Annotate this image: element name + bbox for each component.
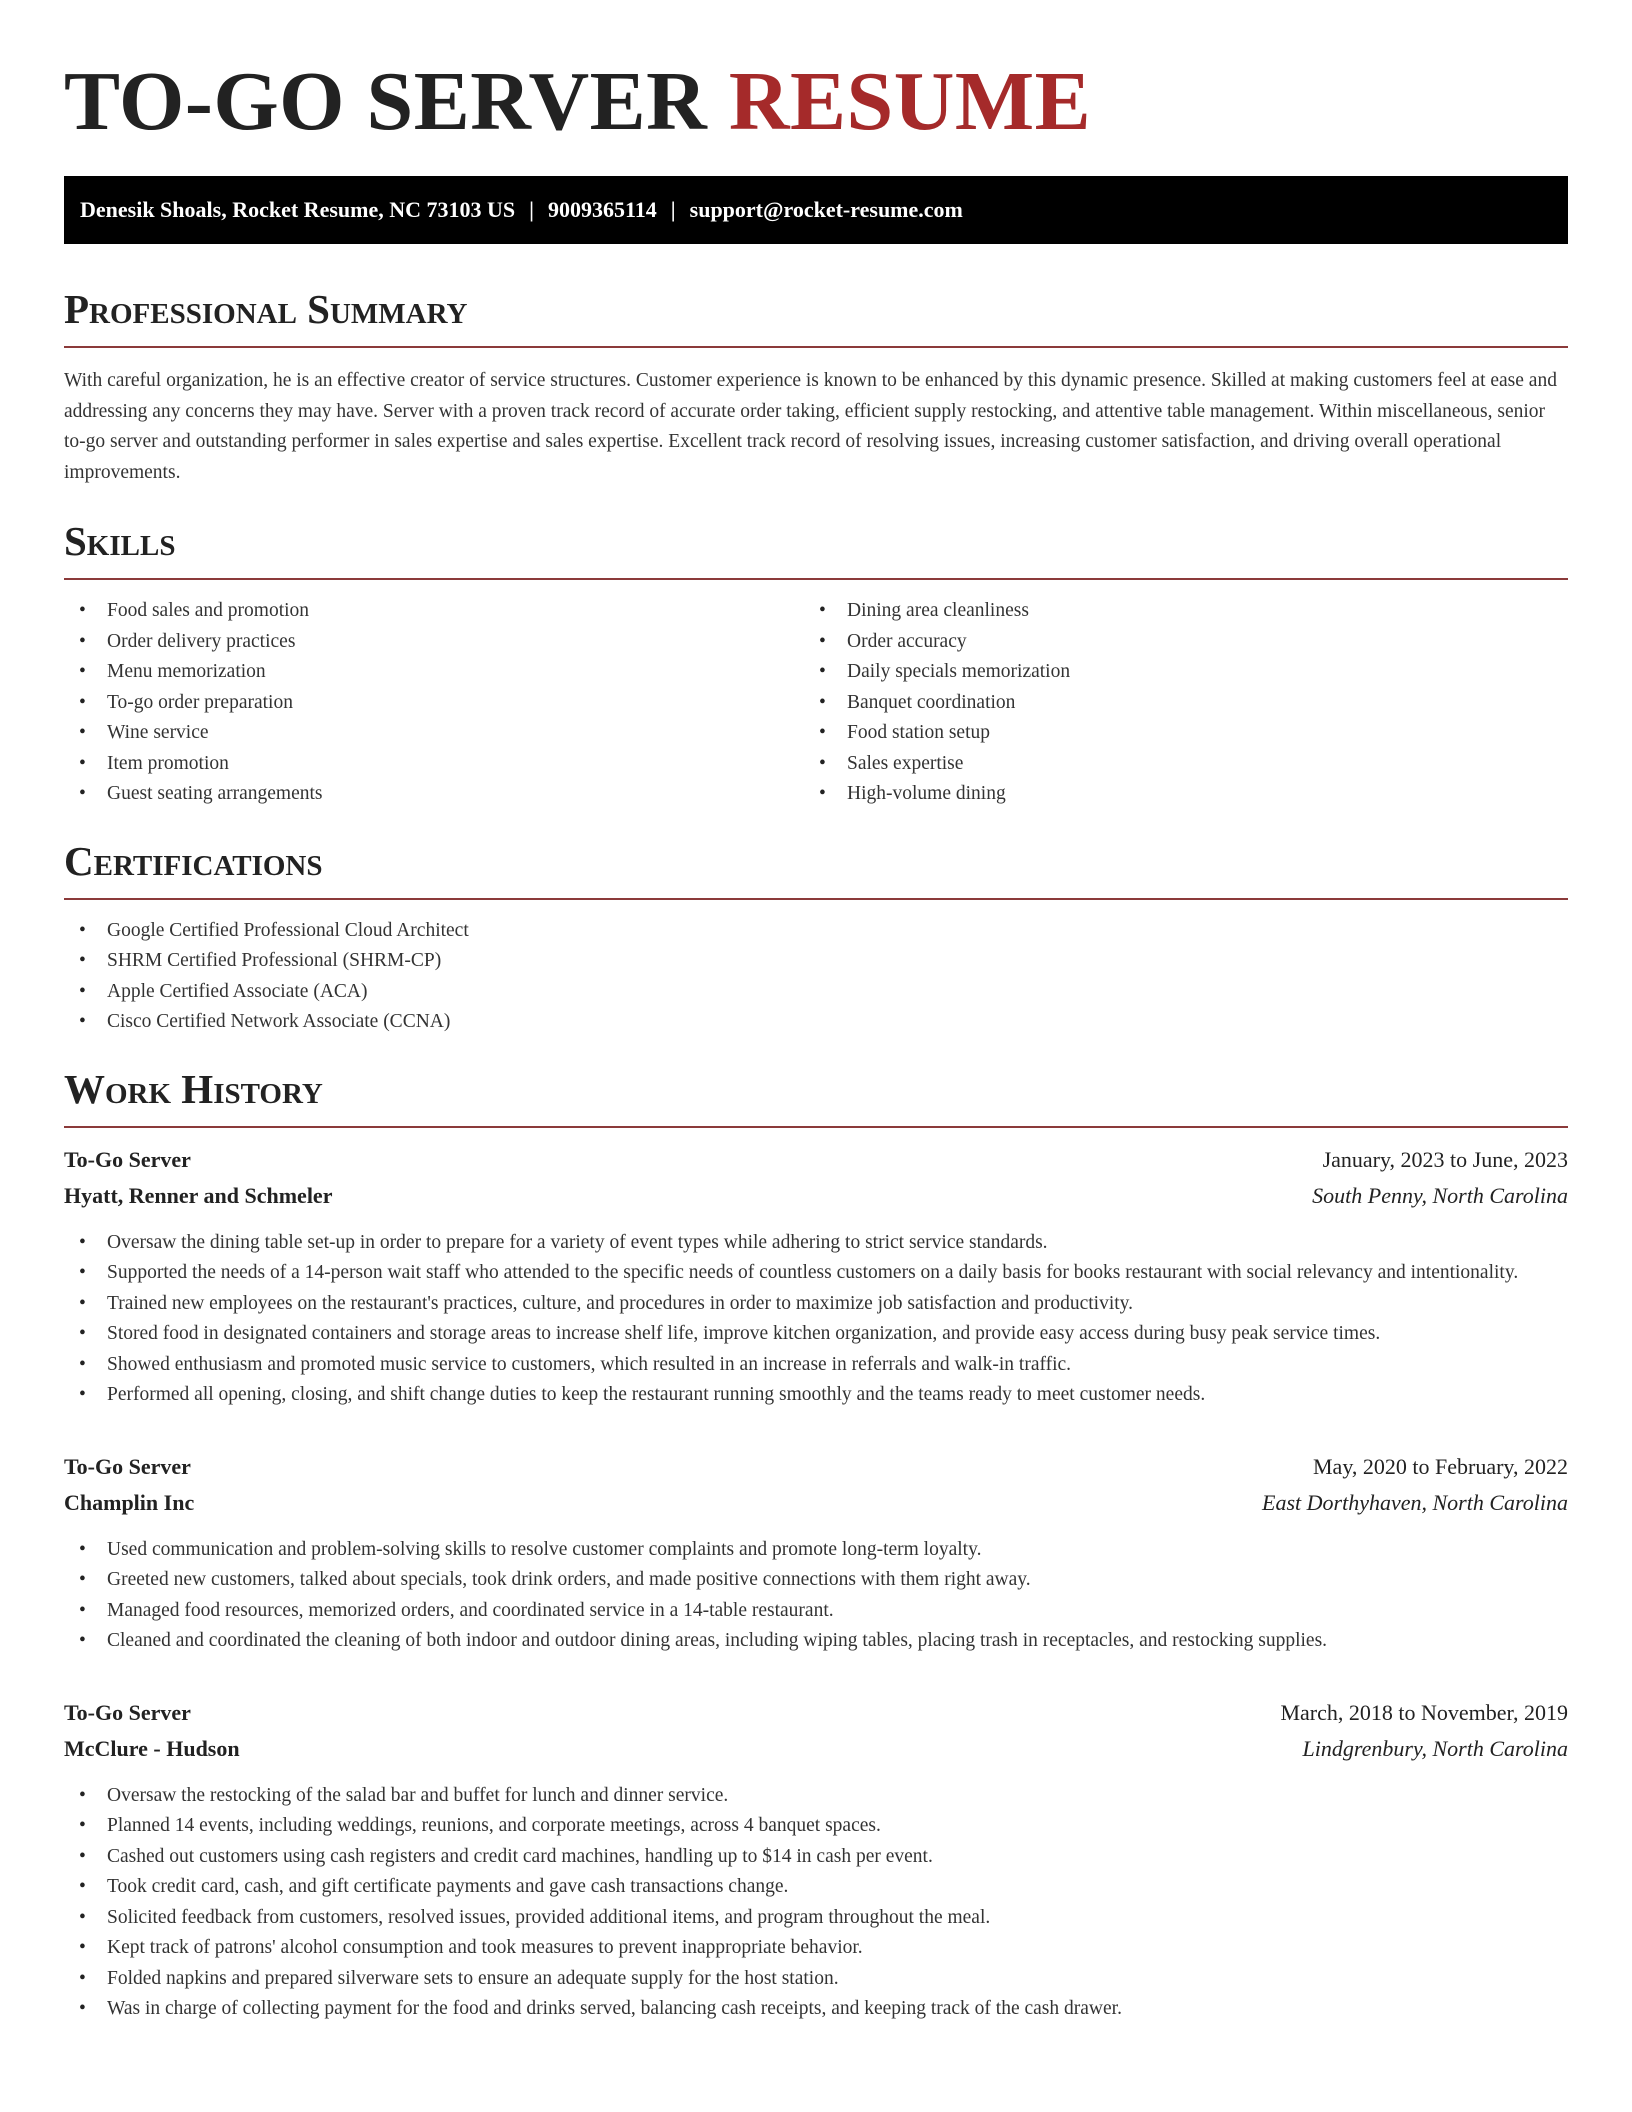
job-location: Lindgrenbury, North Carolina: [1302, 1735, 1568, 1761]
job-title: To-Go Server: [64, 1146, 191, 1172]
duty-item: • Solicited feedback from customers, resolved issues, provided additional items, and program throughout the meal.: [64, 1903, 1568, 1934]
duty-item: • Stored food in designated containers and storage areas to increase shelf life, improve kitchen organization, and provide easy access during busy peak service times.: [64, 1319, 1568, 1350]
skill-item: • Wine service: [64, 718, 804, 749]
duty-item: • Cleaned and coordinated the cleaning of both indoor and outdoor dining areas, including wiping tables, placing trash in receptacles, and restocking supplies.: [64, 1626, 1568, 1657]
certification-item: • Google Certified Professional Cloud Architect: [64, 916, 1568, 947]
title-main: TO-GO SERVER: [64, 55, 708, 148]
job-company: Hyatt, Renner and Schmeler: [64, 1182, 333, 1208]
job-duties-list: [64, 1535, 1568, 1657]
certification-item: • Apple Certified Associate (ACA): [64, 977, 1568, 1008]
duty-item: • Cashed out customers using cash registers and credit card machines, handling up to $14 in cash per event.: [64, 1842, 1568, 1873]
skill-item: • Guest seating arrangements: [64, 779, 804, 810]
contact-separator: |: [529, 197, 534, 222]
summary-section: [64, 286, 1568, 488]
resume-title: [64, 52, 1568, 152]
duty-item: • Was in charge of collecting payment for the food and drinks served, balancing cash receipts, and keeping track of the cash drawer.: [64, 1994, 1568, 2025]
duty-item: • Managed food resources, memorized orders, and coordinated service in a 14-table restaurant.: [64, 1596, 1568, 1627]
job-dates: May, 2020 to February, 2022: [1313, 1453, 1568, 1479]
job-title: To-Go Server: [64, 1699, 191, 1725]
skill-item: • Daily specials memorization: [804, 657, 1544, 688]
jobs-container: [64, 1142, 1568, 2025]
certification-item: • SHRM Certified Professional (SHRM-CP): [64, 946, 1568, 977]
duty-item: • Showed enthusiasm and promoted music service to customers, which resulted in an increase in referrals and walk-in traffic.: [64, 1350, 1568, 1381]
duty-item: • Oversaw the dining table set-up in order to prepare for a variety of event types while adhering to strict service standards.: [64, 1228, 1568, 1259]
duty-item: • Greeted new customers, talked about specials, took drink orders, and made positive connections with them right away.: [64, 1565, 1568, 1596]
job-company: McClure - Hudson: [64, 1735, 240, 1761]
skill-item: • Banquet coordination: [804, 688, 1544, 719]
skills-section: [64, 518, 1568, 810]
certifications-heading: Certifications: [64, 838, 1568, 900]
contact-bar: [64, 176, 1568, 244]
skill-item: • High-volume dining: [804, 779, 1544, 810]
skills-heading: Skills: [64, 518, 1568, 580]
summary-heading: Professional Summary: [64, 286, 1568, 348]
job-duties-list: [64, 1781, 1568, 2025]
job-company-row: [64, 1731, 1568, 1767]
job-entry: [64, 1142, 1568, 1411]
certifications-list: [64, 916, 1568, 1038]
skill-item: • Food station setup: [804, 718, 1544, 749]
summary-text: With careful organization, he is an effective creator of service structures. Customer experience is known to be enhanced by this dynamic presence. Skilled at making customers feel at ease and addressing any concerns they may have. Server with a proven track record of accurate order taking, efficient supply restocking, and attentive table management. Within miscellaneous, senior to-go server and outstanding performer in sales expertise and sales expertise. Excellent track record of resolving issues, increasing customer satisfaction, and driving overall operational improvements.: [64, 370, 1557, 483]
title-accent: RESUME: [728, 55, 1092, 148]
duty-item: • Folded napkins and prepared silverware sets to ensure an adequate supply for the host station.: [64, 1964, 1568, 1995]
duty-item: • Kept track of patrons' alcohol consumption and took measures to prevent inappropriate behavior.: [64, 1933, 1568, 1964]
duty-item: • Used communication and problem-solving skills to resolve customer complaints and promote long-term loyalty.: [64, 1535, 1568, 1566]
duty-item: • Performed all opening, closing, and shift change duties to keep the restaurant running smoothly and the teams ready to meet customer needs.: [64, 1380, 1568, 1411]
job-company-row: [64, 1485, 1568, 1521]
certification-item: • Cisco Certified Network Associate (CCNA): [64, 1007, 1568, 1038]
job-dates: March, 2018 to November, 2019: [1280, 1699, 1568, 1725]
work-history-section: [64, 1066, 1568, 2025]
job-entry: [64, 1695, 1568, 2025]
contact-address: Denesik Shoals, Rocket Resume, NC 73103 US: [80, 197, 516, 222]
job-title-row: [64, 1449, 1568, 1485]
duty-item: • Took credit card, cash, and gift certificate payments and gave cash transactions change.: [64, 1872, 1568, 1903]
job-company: Champlin Inc: [64, 1489, 195, 1515]
skills-list-left: [64, 596, 804, 810]
work-history-heading: Work History: [64, 1066, 1568, 1128]
job-dates: January, 2023 to June, 2023: [1322, 1146, 1568, 1172]
skills-list-right: [804, 596, 1544, 810]
duty-item: • Supported the needs of a 14-person wait staff who attended to the specific needs of countless customers on a daily basis for books restaurant with social relevancy and intentionality.: [64, 1258, 1568, 1289]
job-company-row: [64, 1178, 1568, 1214]
duty-item: • Planned 14 events, including weddings, reunions, and corporate meetings, across 4 banquet spaces.: [64, 1811, 1568, 1842]
skill-item: • To-go order preparation: [64, 688, 804, 719]
skill-item: • Order accuracy: [804, 627, 1544, 658]
skill-item: • Order delivery practices: [64, 627, 804, 658]
skill-item: • Item promotion: [64, 749, 804, 780]
job-entry: [64, 1449, 1568, 1657]
contact-email: support@rocket-resume.com: [689, 197, 963, 222]
certifications-section: [64, 838, 1568, 1038]
skill-item: • Menu memorization: [64, 657, 804, 688]
contact-separator: |: [670, 197, 676, 222]
job-duties-list: [64, 1228, 1568, 1411]
duty-item: • Oversaw the restocking of the salad bar and buffet for lunch and dinner service.: [64, 1781, 1568, 1812]
skills-columns: [64, 596, 1568, 810]
skill-item: • Dining area cleanliness: [804, 596, 1544, 627]
skill-item: • Food sales and promotion: [64, 596, 804, 627]
duty-item: • Trained new employees on the restaurant's practices, culture, and procedures in order to maximize job satisfaction and productivity.: [64, 1289, 1568, 1320]
contact-phone: 9009365114: [547, 197, 657, 222]
job-title-row: [64, 1142, 1568, 1178]
job-title: To-Go Server: [64, 1453, 191, 1479]
job-location: South Penny, North Carolina: [1312, 1182, 1568, 1208]
job-title-row: [64, 1695, 1568, 1731]
job-location: East Dorthyhaven, North Carolina: [1262, 1489, 1568, 1515]
skill-item: • Sales expertise: [804, 749, 1544, 780]
